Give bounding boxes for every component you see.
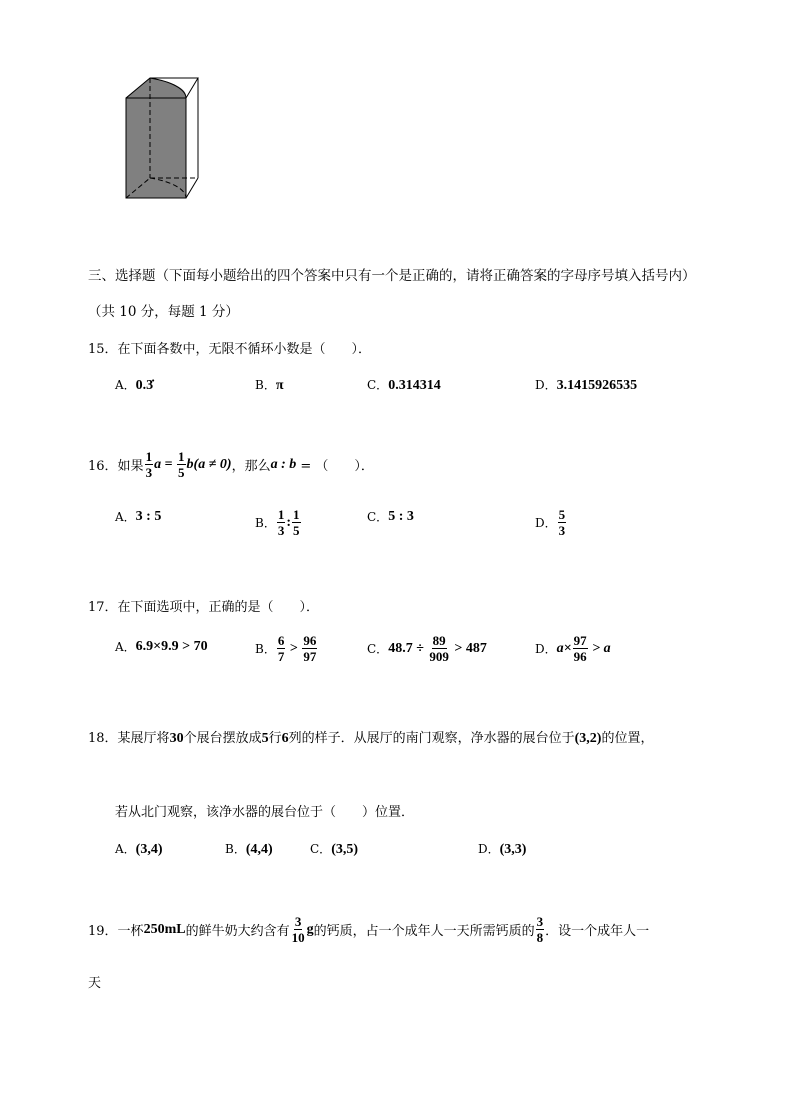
option-text: (3,3) [499,842,527,857]
option-letter: D． [478,842,500,856]
question-number: 15． [88,342,118,357]
option-letter: C． [310,842,332,856]
stem-text: 列的样子．从展厅的南门观察，净水器的展台位于 [288,731,575,746]
fraction: $\frac{1}{3}$ [277,507,285,538]
fraction: $\frac{5}{3}$ [558,507,566,538]
stem-text: 行 [268,731,282,746]
number-30: 30 [169,731,184,746]
greater-than: > [286,640,302,656]
section-title: 三、选择题（下面每小题给出的四个答案中只有一个是正确的，请将正确答案的字母序号填入括号内） [88,268,696,284]
option-letter: B． [255,642,276,656]
q15-option-c[interactable] [367,376,441,394]
question-16 [88,450,374,479]
stem-text: 一杯 [117,924,144,939]
q15-option-a[interactable] [115,376,153,394]
option-text: 0.314314 [388,378,441,393]
quarter-cylinder-shaded [126,78,186,198]
question-18 [88,727,653,747]
question-number: 17． [88,600,118,615]
option-letter: C． [367,642,389,656]
option-letter: B． [225,842,246,856]
ratio-a-b: a : b [270,456,297,472]
stem-text: ．设一个成年人一 [545,924,650,939]
question-17 [88,596,319,615]
stem-text: 个展台摆放成 [183,731,262,746]
option-letter: A． [115,842,136,856]
q18-option-a[interactable] [115,840,163,858]
option-pre: a× [556,640,572,656]
option-letter: A． [115,640,136,654]
right-bottom-edge [186,178,198,198]
question-19 [88,915,649,944]
q16-option-b[interactable] [255,508,302,537]
option-pre: 48.7 ÷ [388,640,428,656]
q17-option-c[interactable] [367,634,487,663]
q16-option-a[interactable] [115,508,161,525]
prism-figure [110,70,210,205]
fraction-one-fifth: $\frac{1}{5}$ [178,449,185,480]
option-letter: B． [255,516,276,530]
q16-option-c[interactable] [367,508,414,525]
fraction: $\frac{1}{5}$ [293,507,300,538]
equals: = [161,456,177,472]
section-score-note: （共 10 分，每题 1 分） [88,304,239,320]
option-letter: B． [255,378,276,392]
option-text: 3 : 5 [135,508,162,524]
question-15 [88,338,371,357]
option-text: 6.9×9.9 > 70 [135,638,208,654]
fraction: $\frac{89}{909}$ [429,633,449,664]
option-letter: D． [535,378,557,392]
stem-pre: 如果 [117,459,144,474]
option-text: (4,4) [245,842,273,857]
q17-option-d[interactable] [535,634,611,663]
option-post: > 487 [450,640,487,656]
option-letter: A． [115,510,136,524]
stem-text: 的位置， [601,731,654,746]
fraction: $\frac{97}{96}$ [573,633,587,664]
q15-option-b[interactable] [255,376,284,394]
number-6: 6 [281,731,289,746]
unit-g: g [306,921,314,937]
stem-text: 某展厅将 [117,731,170,746]
option-post: > a [588,640,611,656]
number-5: 5 [261,731,269,746]
option-text: 3.1415926535 [556,378,638,393]
q17-option-b[interactable] [255,634,318,663]
stem-end: = （ ）． [296,459,374,474]
q17-option-a[interactable] [115,638,208,655]
option-text: π [275,378,284,393]
stem-text: 的鲜牛奶大约含有 [185,924,290,939]
option-text: (3,5) [331,842,359,857]
option-letter: C． [367,510,389,524]
fraction-three-tenths: $\frac{3}{10}$ [291,914,305,945]
position-3-2: (3,2) [574,731,602,746]
q18-option-b[interactable] [225,840,273,858]
question-stem: 在下面选项中，正确的是（ ）． [117,600,320,615]
question-18-line2: 若从北门观察，该净水器的展台位于（ ）位置． [115,805,415,820]
var-a: a [154,456,162,472]
volume: 250mL [143,921,186,937]
fraction: $\frac{96}{97}$ [303,633,317,664]
option-text: (3,4) [135,842,163,857]
fraction-three-eighths: $\frac{3}{8}$ [536,914,544,945]
option-letter: C． [367,378,389,392]
q15-option-d[interactable] [535,376,637,394]
question-19-line2: 天 [88,976,102,991]
option-text: 5 : 3 [388,508,414,524]
q18-option-c[interactable] [310,840,358,858]
stem-mid: ，那么 [231,459,271,474]
option-letter: A． [115,378,136,392]
option-letter: D． [535,516,557,530]
fraction: $\frac{6}{7}$ [277,633,285,664]
question-number: 18． [88,731,118,746]
ratio-sign: : [286,514,291,530]
q18-option-d[interactable] [478,840,526,858]
stem-text: 的钙质，占一个成年人一天所需钙质的 [313,924,535,939]
question-number: 19． [88,924,118,939]
b-condition: b(a ≠ 0) [186,456,232,472]
option-text: 0.3̇ [135,378,154,393]
option-letter: D． [535,642,557,656]
fraction-one-third: $\frac{1}{3}$ [145,449,153,480]
q16-option-d[interactable] [535,508,567,537]
question-number: 16． [88,459,118,474]
question-stem: 在下面各数中，无限不循环小数是（ ）． [117,342,372,357]
